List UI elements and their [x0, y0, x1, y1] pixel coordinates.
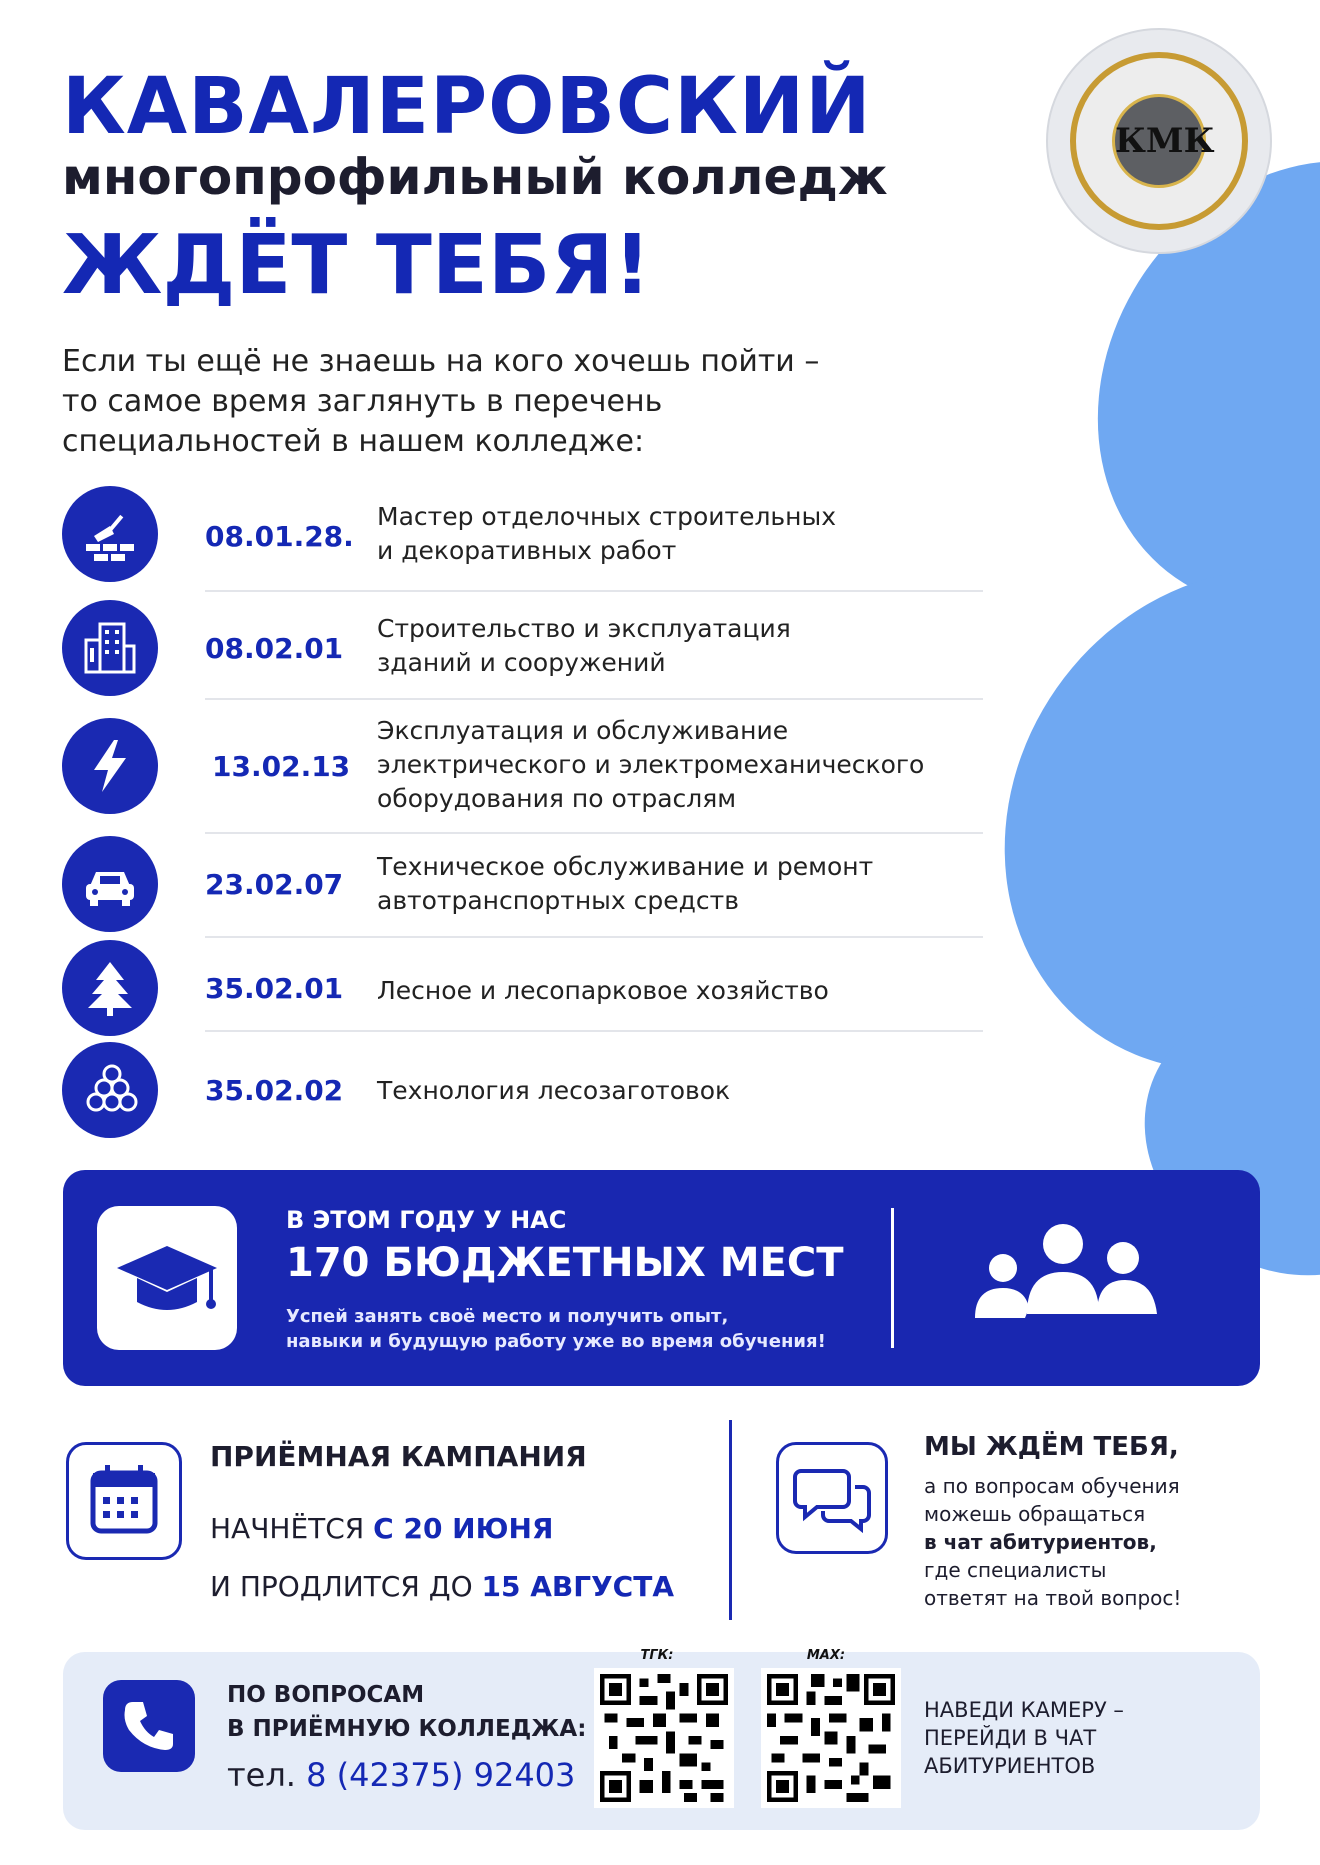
banner-title: 170 БЮДЖЕТНЫХ МЕСТ [286, 1240, 844, 1286]
divider [205, 1030, 983, 1032]
specialty-item [62, 486, 942, 596]
building-icon [62, 600, 158, 696]
title-college-name: КАВАЛЕРОВСКИЙ [62, 62, 872, 152]
divider [205, 832, 983, 834]
contact-footer [63, 1648, 1260, 1830]
divider [205, 936, 983, 938]
specialty-name: Лесное и лесопарковое хозяйство [377, 976, 829, 1005]
graduation-cap-icon [97, 1206, 237, 1350]
chat-title: МЫ ЖДЁМ ТЕБЯ, [924, 1432, 1179, 1462]
people-group-icon [963, 1222, 1163, 1342]
tree-icon [62, 940, 158, 1036]
banner-divider [891, 1208, 894, 1348]
specialty-item [62, 836, 942, 942]
section-divider [729, 1420, 732, 1620]
title-college-type: многопрофильный колледж [62, 148, 888, 206]
specialty-code: 23.02.07 [205, 868, 344, 901]
logs-icon [62, 1042, 158, 1138]
specialty-item [62, 600, 942, 706]
calendar-icon [69, 1445, 179, 1557]
specialty-name: Технология лесозаготовок [377, 1076, 731, 1105]
qr-instruction: НАВЕДИ КАМЕРУ – ПЕРЕЙДИ В ЧАТ АБИТУРИЕНТОВ [924, 1698, 1124, 1778]
qr-code-max[interactable] [761, 1668, 901, 1808]
specialty-code: 08.01.28. [205, 520, 354, 553]
specialty-name: Эксплуатация и обслуживание электрического и электромеханического оборудования по отраслям [377, 716, 925, 813]
specialty-item [62, 940, 942, 1040]
qr-label-max: MAX: [806, 1648, 846, 1663]
logo-monogram: КМК [1115, 121, 1215, 161]
title-slogan: ЖДЁТ ТЕБЯ! [62, 218, 651, 313]
contact-label-line2: В ПРИЁМНУЮ КОЛЛЕДЖА: [227, 1716, 587, 1742]
qr-code-tgk[interactable] [594, 1668, 734, 1808]
specialty-code: 35.02.02 [205, 1074, 344, 1107]
specialty-item [62, 1042, 942, 1142]
divider [205, 698, 983, 700]
intro-text: Если ты ещё не знаешь на кого хочешь пойти – то самое время заглянуть в перечень специальностей в нашем колледже: [62, 344, 820, 459]
campaign-end: И ПРОДЛИТСЯ ДО 15 АВГУСТА [210, 1570, 675, 1603]
specialty-name: Мастер отделочных строительных и декоративных работ [377, 502, 837, 565]
college-crest-logo [1046, 28, 1272, 254]
divider [205, 590, 983, 592]
contact-phone[interactable]: тел. 8 (42375) 92403 [227, 1756, 576, 1794]
specialty-code: 35.02.01 [205, 972, 344, 1005]
qr-label-tgk: ТГК: [640, 1648, 674, 1663]
specialty-code: 13.02.13 [212, 750, 351, 783]
banner-subtitle: В ЭТОМ ГОДУ У НАС [286, 1206, 567, 1234]
chat-icon [779, 1445, 885, 1551]
trowel-bricks-icon [62, 486, 158, 582]
specialty-item [62, 718, 942, 836]
chat-icon-box [776, 1442, 888, 1554]
specialty-name: Строительство и эксплуатация зданий и сооружений [377, 614, 791, 677]
chat-description: а по вопросам обучения можешь обращаться в чат абитуриентов, где специалисты ответят на твой вопрос! [924, 1474, 1182, 1610]
specialty-name: Техническое обслуживание и ремонт автотранспортных средств [377, 852, 874, 915]
specialty-code: 08.02.01 [205, 632, 344, 665]
contact-label-line1: ПО ВОПРОСАМ [227, 1682, 425, 1708]
campaign-title: ПРИЁМНАЯ КАМПАНИЯ [210, 1440, 587, 1473]
budget-places-banner [63, 1170, 1260, 1386]
phone-icon [103, 1680, 195, 1772]
lightning-icon [62, 718, 158, 814]
calendar-icon-box [66, 1442, 182, 1560]
campaign-start: НАЧНЁТСЯ С 20 ИЮНЯ [210, 1512, 554, 1545]
car-icon [62, 836, 158, 932]
banner-note: Успей занять своё место и получить опыт, навыки и будущую работу уже во время обучения! [286, 1306, 826, 1352]
